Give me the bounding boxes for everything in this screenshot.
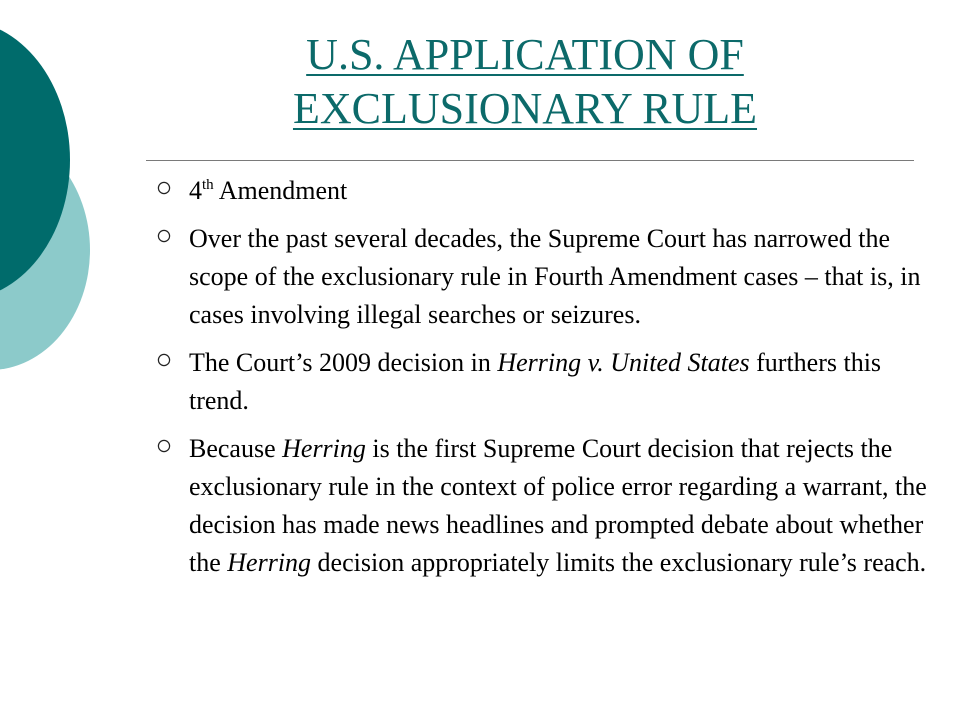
- bullet-icon: [157, 229, 171, 243]
- bullet-text-mid: is the first Supreme Court decision that rejects the exclusionary rule in the context of police error regarding a warrant, the decision has made news headlines and prompted debate about whether the: [189, 434, 927, 577]
- bullet-icon: [157, 353, 171, 367]
- bullet-text: Over the past several decades, the Supreme Court has narrowed the scope of the exclusionary rule in Fourth Amendment cases – that is, in cases involving illegal searches or seizures.: [189, 224, 921, 329]
- bullet-text-post: furthers this trend.: [189, 348, 882, 415]
- bullet-text-superscript: th: [202, 177, 214, 193]
- bullet-item-herring-first: [155, 430, 935, 582]
- bullet-text-rest: Amendment: [213, 176, 348, 205]
- bullet-text-number: 4: [189, 176, 202, 205]
- slide-title-line-1: U.S. APPLICATION OF: [306, 30, 744, 79]
- case-name: Herring: [227, 548, 312, 577]
- slide-title: [140, 28, 910, 136]
- case-name: Herring: [282, 434, 366, 463]
- bullet-item-fourth-amendment: [155, 172, 935, 210]
- slide-title-line-2: EXCLUSIONARY RULE: [292, 84, 758, 133]
- bullet-text-pre: Because: [189, 434, 283, 463]
- bullet-icon: [157, 439, 171, 453]
- bullet-item-herring-decision: [155, 344, 935, 420]
- bullet-item-narrowed-scope: [155, 220, 935, 334]
- bullet-text-post: decision appropriately limits the exclusionary rule’s reach.: [311, 548, 927, 577]
- bullet-text-pre: The Court’s 2009 decision in: [189, 348, 498, 377]
- title-divider: [146, 160, 914, 161]
- bullet-list: [155, 172, 935, 592]
- case-name: Herring v. United States: [497, 348, 750, 377]
- bullet-icon: [157, 181, 171, 195]
